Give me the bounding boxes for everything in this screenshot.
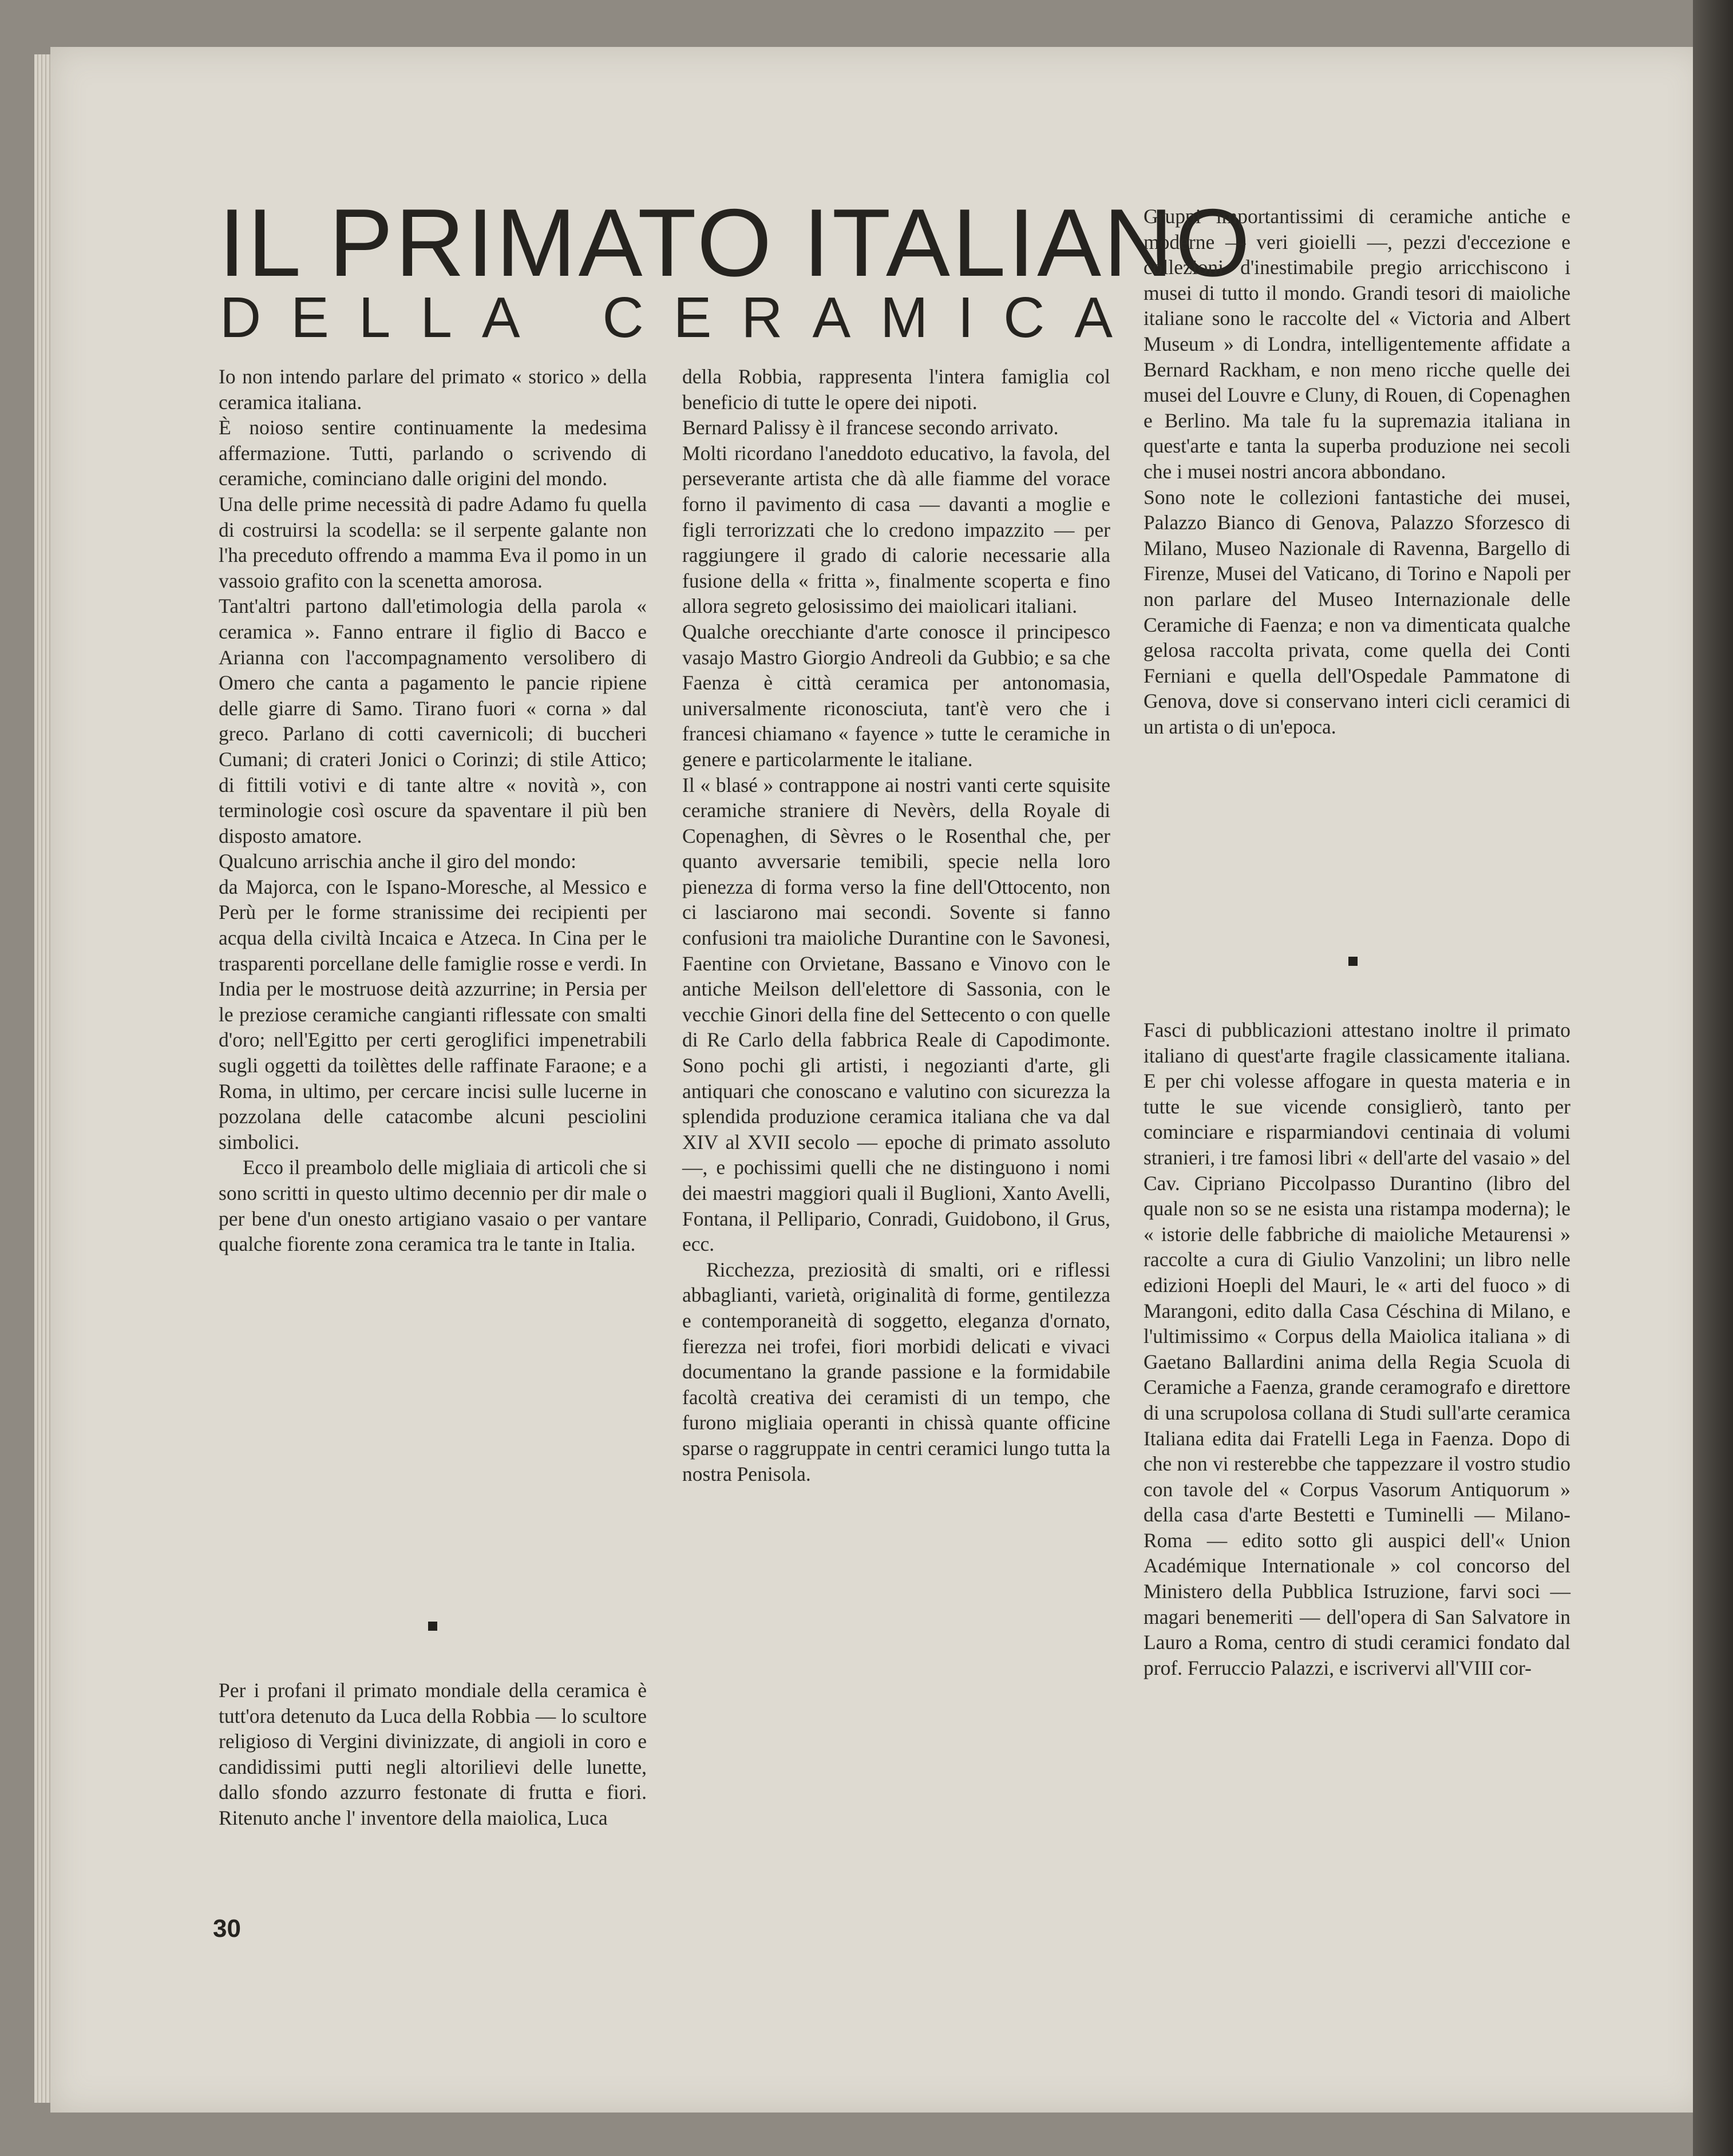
subtitle-letter: D <box>220 286 262 350</box>
paragraph: Tant'altri partono dall'etimologia della parola « ceramica ». Fanno entrare il figlio di Bacco e Arianna con l'accompagnamento versolibero di Omero che canta a pagamento le pancie ripiene delle giarre di Samo. Tirano fuori « corna » dal greco. Parlano di cotti cavernicoli; di buccheri Cumani; di crateri Jonici o Corinzi; di stile Attico; di fittili votivi e di tante altre « novità », con terminologie così oscure da spaventare il più ben disposto amatore. <box>219 595 647 847</box>
subtitle-letter: A <box>812 286 851 350</box>
column-middle <box>682 364 1110 1487</box>
paragraph: Qualcuno arrischia anche il giro del mondo: <box>219 850 576 873</box>
paragraph: da Majorca, con le Ispano-Moresche, al Messico e Perù per le forme stranissime dei recipienti per acqua della civiltà Incaica e Atzeca. In Cina per le trasparenti porcellane delle famiglie rosse e verdi. In India per le mostruose deità azzurrine; in Persia per le preziose ceramiche cangianti riflessate con smalti d'oro; nell'Egitto per certi geroglifici impenetrabili sugli oggetti da toilèttes delle raffinate Faraone; e a Roma, in ultimo, per cercare incisi sulle lucerne in pozzolana delle catacombe alcuni pesciolini simbolici. <box>219 875 647 1154</box>
paragraph: Fasci di pubblicazioni attestano inoltre il primato italiano di quest'arte fragile classicamente italiana. E per chi volesse affogare in questa materia e in tutte le sue vicende consiglierò, tanto per cominciare e risparmiandovi centinaia di volumi stranieri, i tre famosi libri « dell'arte del vasaio » del Cav. Cipriano Piccolpasso Durantino (libro del quale non so se ne esista una ristampa moderna); le « istorie delle fabbriche di maioliche Metaurensi » raccolte a cura di Giulio Vanzolini; un libro nelle edizioni Hoepli del Mauri, le « arti del fuoco » di Marangoni, edito dalla Casa Céschina di Milano, e l'ultimissimo « Corpus della Maiolica italiana » di Gaetano Ballardini anima della Regia Scuola di Ceramiche a Faenza, grande ceramografo e direttore di una scrupolosa collana di Studi sull'arte ceramica Italiana edita dai Fratelli Lega in Faenza. Dopo di che non vi resterebbe che tappezzare il vostro studio con tavole del « Corpus Vasorum Antiquorum » della casa d'arte Bestetti e Tuminelli — Milano-Roma — edito sotto gli auspici dell'« Union Académique Internationale » col concorso del Ministero della Pubblica Istruzione, farvi soci — magari benemeriti — dell'opera di San Salvatore in Lauro a Roma, centro di studi ceramici fondato dal prof. Ferruccio Palazzi, e iscrivervi all'VIII cor- <box>1144 1018 1570 1679</box>
subtitle-letter: E <box>673 286 712 350</box>
article-title: IL PRIMATO ITALIANO <box>219 189 1253 296</box>
column-right-bottom <box>1144 1017 1570 1681</box>
paragraph: Gruppi importantissimi di ceramiche antiche e moderne — veri gioielli —, pezzi d'eccezione e collezioni d'inestimabile pregio arricchiscono i musei di tutto il mondo. Grandi tesori di maioliche italiane sono le raccolte del « Victoria and Albert Museum » di Londra, intelligentemente affidate a Bernard Rackham, e non meno ricche quelle dei musei del Louvre e Cluny, di Rouen, di Copenaghen e Berlino. Ma tale fu la supremazia italiana in quest'arte e tanta la superba produzione nei secoli che i musei nostri ancora abbondano. <box>1144 205 1570 483</box>
paragraph: della Robbia, rappresenta l'intera famiglia col beneficio di tutte le opere dei nipoti. <box>682 365 1110 414</box>
paragraph: Io non intendo parlare del primato « storico » della ceramica italiana. <box>219 365 647 414</box>
column-left-bottom <box>219 1678 647 1831</box>
column-left-top <box>219 364 647 1257</box>
article-subtitle <box>220 286 1113 350</box>
paragraph: Ricchezza, preziosità di smalti, ori e riflessi abbaglianti, varietà, originalità di forme, gentilezza e contemporaneità di soggetto, eleganza d'ornato, fierezza nei trofei, fiori morbidi delicati e vivaci documentano la grande passione e la formidabile facoltà creativa dei ceramisti di un tempo, che furono migliaia operanti in chissà quante officine sparse o raggruppate in centri ceramici lungo tutta la nostra Penisola. <box>682 1258 1110 1485</box>
binding-shadow <box>1693 0 1733 2156</box>
paragraph: Ecco il preambolo delle migliaia di articoli che si sono scritti in questo ultimo decennio per dir male o per bene d'un onesto artigiano vasaio o per vantare qualche fiorente zona ceramica tra le tante in Italia. <box>219 1156 647 1256</box>
paragraph: Sono note le collezioni fantastiche dei musei, Palazzo Bianco di Genova, Palazzo Sforzesco di Milano, Museo Nazionale di Ravenna, Bargello di Firenze, Musei del Vaticano, di Torino e Napoli per non parlare del Museo Internazionale delle Ceramiche di Faenza; e non va dimenticata qualche gelosa raccolta privata, come quella dei Conti Ferniani e quella dell'Ospedale Pammatone di Genova, dove si conservano interi cicli ceramici di un artista o di un'epoca. <box>1144 485 1570 738</box>
subtitle-letter: C <box>1003 286 1045 350</box>
paragraph: Per i profani il primato mondiale della ceramica è tutt'ora detenuto da Luca della Robbia — lo scultore religioso di Vergini divinizzate, di angioli in coro e candidissimi putti negli altorilievi delle lunette, dallo sfondo azzurro festonate di frutta e fiori. Ritenuto anche l' inventore della maiolica, Luca <box>219 1679 647 1829</box>
section-separator <box>1348 957 1358 966</box>
paragraph: Il « blasé » contrappone ai nostri vanti certe squisite ceramiche straniere di Nevèrs, della Royale di Copenaghen, di Sèvres o le Rosenthal che, per quanto avversarie temibili, specie nella loro pienezza di forma verso la fine dell'Ottocento, non ci lasciarono mai secondi. Sovente si fanno confusioni tra maioliche Durantine con le Savonesi, Faentine con Orvietane, Bassano e Vinovo con le antiche Meilson dell'elettore di Sassonia, con le vecchie Ginori della fine del Settecento o con quelle di Re Carlo della fabbrica Reale di Capodimonte. Sono pochi gli artisti, i negozianti d'arte, gli antiquari che conoscano e valutino con sicurezza la splendida produzione ceramica italiana che va dal XIV al XVII secolo — epoche di primato assoluto —, e pochissimi quelli che ne distinguono i nomi dei maestri maggiori quali il Buglioni, Xanto Avelli, Fontana, il Pellipario, Conradi, Guidobono, il Grus, ecc. <box>682 773 1110 1256</box>
paragraph: Molti ricordano l'aneddoto educativo, la favola, del perseverante artista che dà alle fiamme del vorace forno il pavimento di casa — davanti a moglie e figli terrorizzati che lo credono impazzito — per raggiungere il grado di calorie necessarie alla fusione della « fritta », finalmente scoperta e fino allora segreto gelosissimo dei maiolicari italiani. <box>682 441 1110 618</box>
paragraph: Una delle prime necessità di padre Adamo fu quella di costruirsi la scodella: se il serpente galante non l'ha preceduto offrendo a mamma Eva il pomo in un vassoio grafito con la scenetta amorosa. <box>219 492 647 592</box>
paragraph: È noioso sentire continuamente la medesima affermazione. Tutti, parlando o scrivendo di ceramiche, cominciano dalle origini del mondo. <box>219 416 647 490</box>
paragraph: Bernard Palissy è il francese secondo arrivato. <box>682 416 1059 439</box>
subtitle-letter: E <box>291 286 329 350</box>
subtitle-letter: R <box>741 286 783 350</box>
subtitle-letter: M <box>880 286 928 350</box>
page-number: 30 <box>213 1915 241 1943</box>
paragraph: Qualche orecchiante d'arte conosce il principesco vasajo Mastro Giorgio Andreoli da Gubbio; e sa che Faenza è città ceramica per antonomasia, universalmente riconosciuta, tant'è vero che i francesi chiamano « fayence » tutte le ceramiche in genere e particolarmente le italiane. <box>682 620 1110 771</box>
subtitle-letter: I <box>957 286 974 350</box>
subtitle-letter: C <box>602 286 644 350</box>
subtitle-letter: A <box>481 286 520 350</box>
section-separator <box>428 1622 437 1631</box>
column-right-top <box>1144 204 1570 739</box>
subtitle-letter: L <box>420 286 452 350</box>
subtitle-letter: A <box>1074 286 1113 350</box>
subtitle-word-gap <box>550 289 573 346</box>
subtitle-letter: L <box>358 286 391 350</box>
